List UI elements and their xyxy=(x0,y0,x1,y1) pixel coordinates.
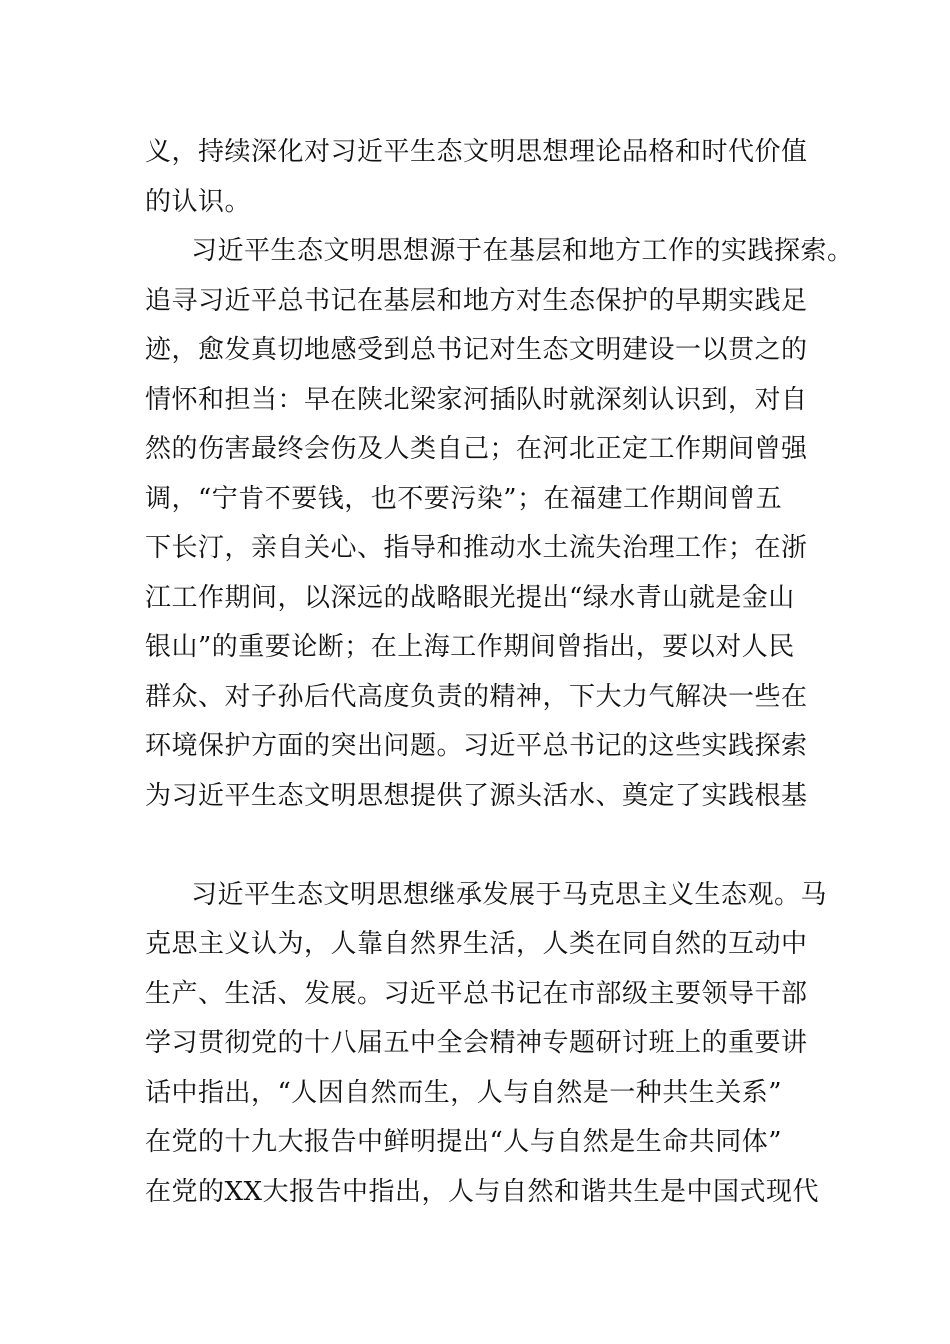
text-line: 在党的十九大报告中鲜明提出“人与自然是生命共同体” xyxy=(145,1127,783,1157)
text-line: 的认识。 xyxy=(145,186,252,217)
paragraph-2 xyxy=(145,227,854,821)
text-line: 然的伤害最终会伤及人类自己；在河北正定工作期间曾强 xyxy=(145,434,808,464)
text-line: 在党的XX大报告中指出，人与自然和谐共生是中国式现代 xyxy=(145,1176,820,1207)
text-line: 群众、对子孙后代高度负责的精神，下大力气解决一些在 xyxy=(145,681,808,712)
text-line: 追寻习近平总书记在基层和地方对生态保护的早期实践足 xyxy=(145,285,808,316)
text-line: 生产、生活、发展。习近平总书记在市部级主要领导干部 xyxy=(145,978,808,1009)
paragraph-3 xyxy=(145,871,828,1218)
text-line: 义，持续深化对习近平生态文明思想理论品格和时代价值 xyxy=(145,137,808,167)
text-line: 江工作期间，以深远的战略眼光提出“绿水青山就是金山 xyxy=(145,582,795,613)
text-line: 克思主义认为，人靠自然界生活，人类在同自然的互动中 xyxy=(145,929,808,959)
text-line: 话中指出，“人因自然而生，人与自然是一种共生关系” xyxy=(145,1077,783,1108)
document-body xyxy=(145,128,854,1217)
text-line: 环境保护方面的突出问题。习近平总书记的这些实践探索 xyxy=(145,731,808,761)
text-line: 调，“宁肯不要钱，也不要污染”；在福建工作期间曾五 xyxy=(145,483,783,514)
text-line: 习近平生态文明思想继承发展于马克思主义生态观。马 xyxy=(191,879,828,910)
paragraph-1 xyxy=(145,128,825,227)
text-line: 下长汀，亲自关心、指导和推动水土流失治理工作；在浙 xyxy=(145,533,808,563)
text-line: 为习近平生态文明思想提供了源头活水、奠定了实践根基 xyxy=(145,780,808,811)
text-line: 迹，愈发真切地感受到总书记对生态文明建设一以贯之的 xyxy=(145,335,808,365)
text-line: 学习贯彻党的十八届五中全会精神专题研讨班上的重要讲 xyxy=(145,1028,808,1058)
text-line: 习近平生态文明思想源于在基层和地方工作的实践探索。 xyxy=(191,236,854,266)
text-line: 情怀和担当：早在陕北梁家河插队时就深刻认识到，对自 xyxy=(145,384,808,415)
text-line: 银山”的重要论断；在上海工作期间曾指出，要以对人民 xyxy=(145,632,795,662)
paragraph-spacer xyxy=(145,821,825,871)
